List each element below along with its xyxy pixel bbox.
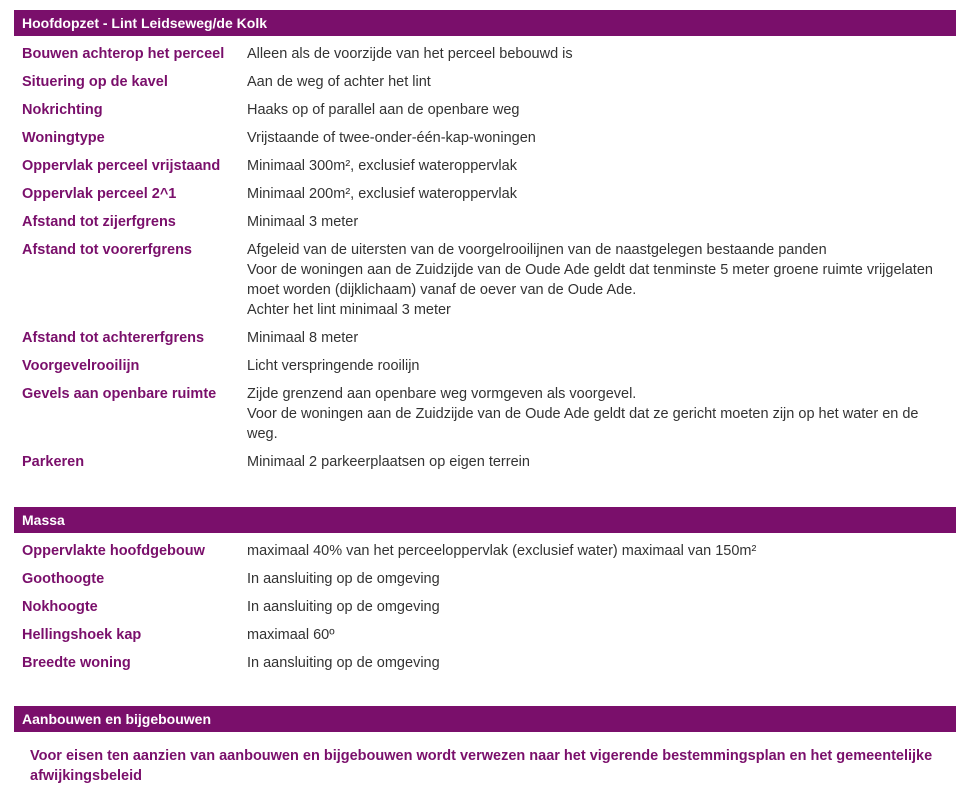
section-header-aanbouwen: Aanbouwen en bijgebouwen [14,706,956,732]
row-value: Vrijstaande of twee-onder-één-kap-woningen [247,130,536,146]
row-value: Minimaal 200m², exclusief wateroppervlak [247,186,517,202]
row-label: Voorgevelrooilijn [22,358,140,374]
table-row [14,324,956,352]
table-row [14,621,956,649]
row-value: Zijde grenzend aan openbare weg vormgeven als voorgevel. Voor de woningen aan de Zuidzijde van de Oude Ade geldt dat ze gericht moeten zijn op het water en de weg. [247,386,919,442]
row-label: Situering op de kavel [22,74,168,90]
row-label: Hellingshoek kap [22,627,142,643]
rows-massa [14,533,956,677]
table-row [14,593,956,621]
row-value: Minimaal 8 meter [247,330,359,346]
row-label: Woningtype [22,130,105,146]
rows-hoofdopzet [14,36,956,476]
table-row [14,208,956,236]
row-value: In aansluiting op de omgeving [247,599,440,615]
table-row [14,565,956,593]
table-row [14,537,956,565]
row-label: Bouwen achterop het perceel [22,46,225,62]
table-row [14,448,956,476]
row-value: Minimaal 2 parkeerplaatsen op eigen terrein [247,454,530,470]
row-label: Afstand tot voorerfgrens [22,242,192,258]
row-value: maximaal 60º [247,627,335,643]
table-row [14,68,956,96]
row-value: maximaal 40% van het perceeloppervlak (exclusief water) maximaal van 150m² [247,543,757,559]
section-header-massa: Massa [14,507,956,533]
section-header-hoofdopzet: Hoofdopzet - Lint Leidseweg/de Kolk [14,10,956,36]
row-value: Alleen als de voorzijde van het perceel bebouwd is [247,46,573,62]
row-value: Haaks op of parallel aan de openbare weg [247,102,520,118]
row-label: Oppervlakte hoofdgebouw [22,543,205,559]
row-value: Aan de weg of achter het lint [247,74,431,90]
row-label: Nokhoogte [22,599,98,615]
table-row [14,96,956,124]
table-row [14,180,956,208]
row-value: Minimaal 300m², exclusief wateroppervlak [247,158,517,174]
row-label: Parkeren [22,454,85,470]
row-value: Licht verspringende rooilijn [247,358,420,374]
table-row [14,124,956,152]
table-row [14,236,956,324]
table-row [14,649,956,677]
section-hoofdopzet [14,10,956,476]
row-label: Afstand tot achtererfgrens [22,330,205,346]
row-value: In aansluiting op de omgeving [247,571,440,587]
table-row [14,152,956,180]
row-label: Nokrichting [22,102,103,118]
row-value: Minimaal 3 meter [247,214,359,230]
section-massa [14,507,956,677]
row-label: Oppervlak perceel 2^1 [22,186,177,202]
section-aanbouwen [14,706,956,786]
table-row [14,40,956,68]
row-label: Breedte woning [22,655,131,671]
row-label: Afstand tot zijerfgrens [22,214,176,230]
table-row [14,380,956,448]
row-label: Oppervlak perceel vrijstaand [22,158,221,174]
table-row [14,352,956,380]
row-value: In aansluiting op de omgeving [247,655,440,671]
row-label: Gevels aan openbare ruimte [22,386,217,402]
section-note: Voor eisen ten aanzien van aanbouwen en bijgebouwen wordt verwezen naar het vigerende bestemmingsplan en het gemeentelijke afwijkingsbeleid [30,748,933,784]
row-value: Afgeleid van de uitersten van de voorgelrooilijnen van de naastgelegen bestaande panden Voor de woningen aan de Zuidzijde van de Oude Ade geldt dat tenminste 5 meter groene ruimte vrijgelaten moet worden (dijklichaam) vanaf de oever van de Oude Ade. Achter het lint minimaal 3 meter [247,242,933,318]
row-label: Goothoogte [22,571,105,587]
